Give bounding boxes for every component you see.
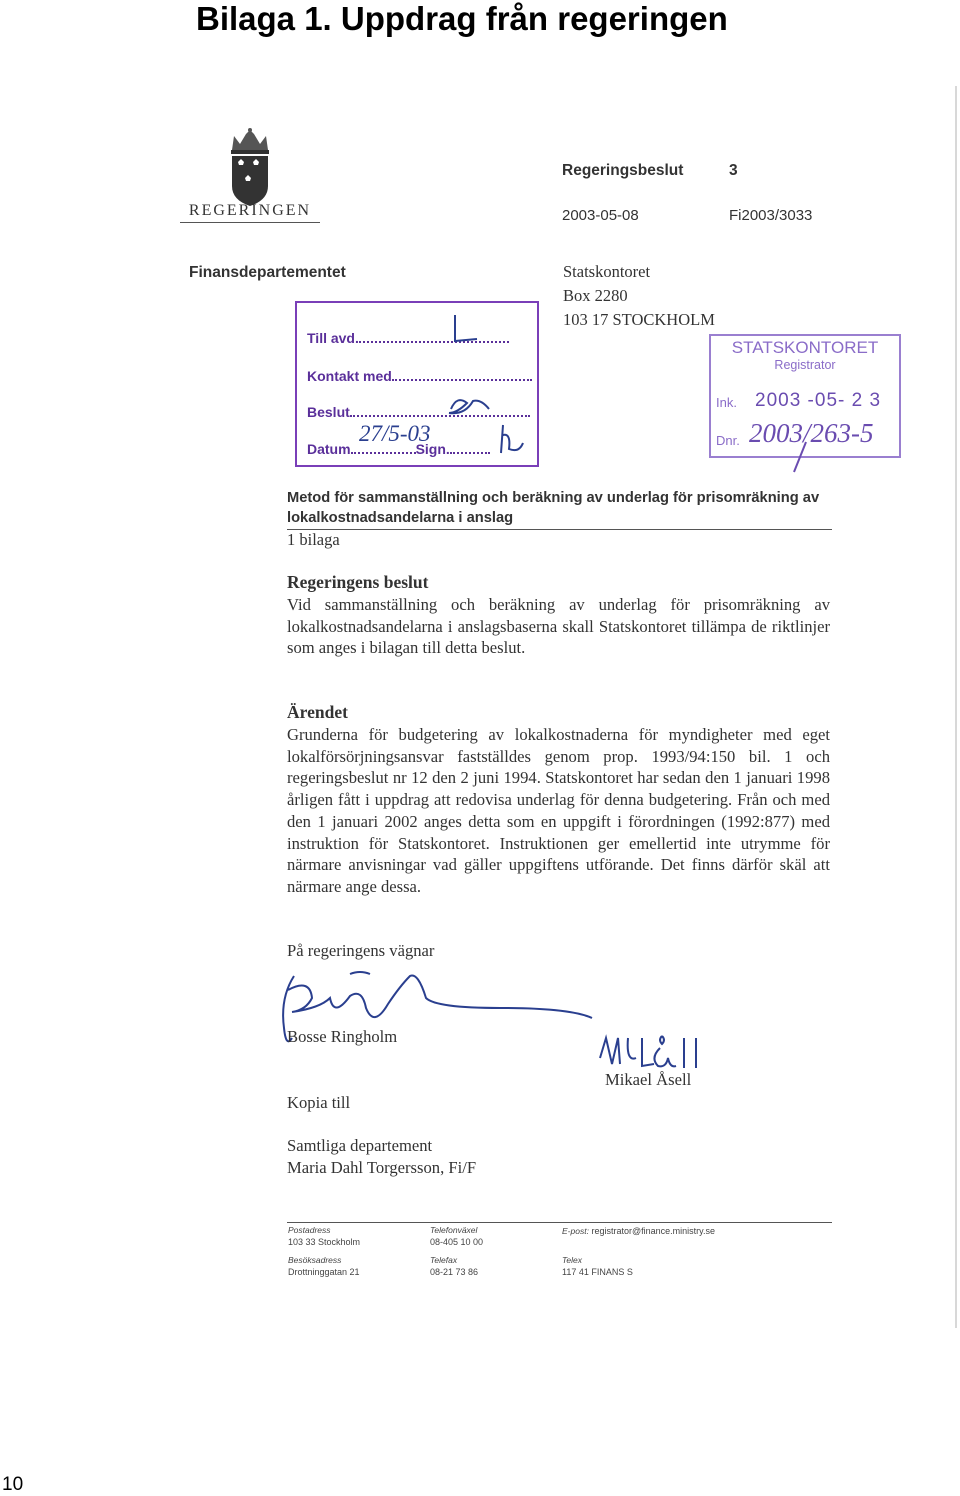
footer-email-line — [562, 1226, 715, 1236]
page-title: Bilaga 1. Uppdrag från regeringen — [196, 0, 728, 37]
footer-email-label: E-post: — [562, 1226, 589, 1236]
decision-heading: Regeringens beslut — [287, 572, 429, 592]
attachments-note: 1 bilaga — [287, 530, 340, 549]
handwritten-date: 27/5-03 — [359, 421, 431, 446]
stamp-sign: Sign. — [415, 441, 450, 457]
copy-recipient-person: Maria Dahl Torgersson, Fi/F — [287, 1158, 477, 1177]
signature-mikael-asell — [596, 1028, 711, 1073]
handwriting-marks — [297, 303, 537, 465]
copy-to-label: Kopia till — [287, 1093, 351, 1112]
stamp-till-avd: Till avd. — [307, 330, 359, 346]
reference-number: Fi2003/3033 — [729, 207, 813, 224]
signer-bosse-ringholm: Bosse Ringholm — [287, 1027, 398, 1046]
stamp-datum: Datum — [307, 441, 351, 457]
decision-text: Vid sammanställning och beräkning av underlag för prisomräkning av lokalkostnadsandelarna i anslagsbaserna skall Statskontoret tillämpa de riktlinjer som anges i bilagan till detta beslut. — [287, 595, 830, 658]
footer-postadress-label: Postadress — [288, 1225, 331, 1235]
footer-telex: 117 41 FINANS S — [562, 1267, 633, 1277]
recipient-box: Box 2280 — [563, 286, 628, 305]
decision-number: 3 — [729, 162, 738, 179]
footer-telefax-label: Telefax — [430, 1255, 458, 1265]
closing-line: På regeringens vägnar — [287, 941, 435, 960]
footer-besok: Drottninggatan 21 — [288, 1267, 360, 1277]
subject-heading: Metod för sammanställning och beräkning av underlag för prisomräkning av lokalkostnadsandelarna i anslag — [287, 488, 832, 530]
footer-telex-label: Telex — [562, 1255, 583, 1265]
matter-heading: Ärendet — [287, 702, 348, 722]
recipient-name: Statskontoret — [563, 262, 651, 281]
copy-recipient-departments: Samtliga departement — [287, 1136, 433, 1155]
registrar-subtitle: Registrator — [774, 358, 836, 372]
footer-telefon-label: Telefonväxel — [430, 1225, 478, 1235]
handwriting-tail — [790, 440, 810, 474]
department-name: Finansdepartementet — [189, 264, 346, 281]
signer-mikael-asell: Mikael Åsell — [605, 1070, 692, 1089]
registrar-ink-label: Ink. — [716, 395, 737, 410]
footer-telefon: 08-405 10 00 — [430, 1237, 484, 1247]
registrar-dnr-value: 2003/263-5 — [749, 418, 874, 448]
registrar-ink-date: 2003 -05- 2 3 — [755, 390, 882, 411]
footer-telefax: 08-21 73 86 — [430, 1267, 479, 1277]
logo-wordmark: REGERINGEN — [180, 202, 320, 223]
footer-email: registrator@finance.ministry.se — [591, 1226, 715, 1236]
stamp-beslut: Beslut — [307, 404, 350, 420]
registrar-title: STATSKONTORET — [731, 338, 879, 357]
footer-besok-label: Besöksadress — [288, 1255, 342, 1265]
routing-stamp — [295, 301, 539, 467]
page-number: 10 — [2, 1474, 24, 1495]
matter-text: Grunderna för budgetering av lokalkostnaderna för myndigheter med eget lokalförsörjningsansvar fastställdes genom prop. 1993/94:150 bil. 1 och regeringsbeslut nr 12 den 2 juni 1994. Statskontoret har sedan den 1 januari 1998 årligen fått i uppdrag att redovisa underlag för denna budgetering. Från och med den 1 januari 2002 anges detta som en uppgift i förordningen (1992:877) med instruktion för Statskontoret. Instruktionen ger emellertid inte utrymme för närmare anvisningar vad gäller uppgiftens utförande. Det finns därför skäl att närmare ange dessa. — [287, 725, 830, 896]
decision-date: 2003-05-08 — [562, 207, 639, 224]
footer-rule — [287, 1222, 832, 1223]
scan-edge — [955, 86, 957, 1328]
registrar-dnr-label: Dnr. — [716, 433, 740, 448]
footer-postadress: 103 33 Stockholm — [288, 1237, 361, 1247]
decision-label: Regeringsbeslut — [562, 162, 684, 179]
stamp-kontakt-med: Kontakt med — [307, 368, 392, 384]
recipient-city: 103 17 STOCKHOLM — [563, 310, 715, 329]
